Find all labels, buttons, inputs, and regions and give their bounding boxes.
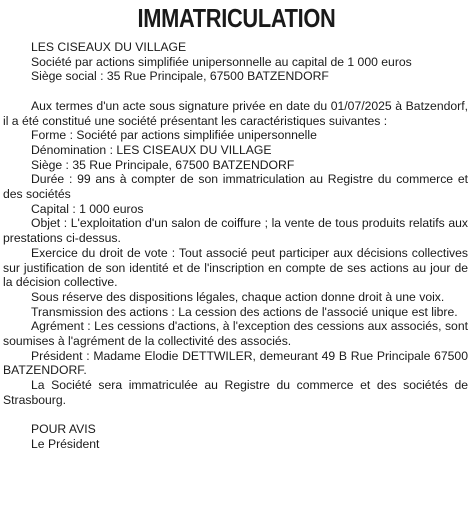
- transmission-line: Transmission des actions : La cession des actions de l'associé unique est libre.: [31, 304, 458, 319]
- president-paragraph: Président : Madame Elodie DETTWILER, demeurant 49 B Rue Principale 67500 BATZENDORF.: [3, 348, 468, 378]
- objet-paragraph: Objet : L'exploitation d'un salon de coiffure ; la vente de tous produits relatifs aux prestations ci-dessus.: [3, 216, 468, 246]
- forme-line: Forme : Société par actions simplifiée unipersonnelle: [31, 128, 317, 143]
- signature-pour-avis: POUR AVIS: [31, 422, 96, 437]
- vote-paragraph: Exercice du droit de vote : Tout associé peut participer aux décisions collectives sur justification de son identité et de l'inscription en compte de ses actions au jour de la décision collective.: [3, 245, 468, 290]
- agrement-paragraph: Agrément : Les cessions d'actions, à l'exception des cessions aux associés, sont soumises à l'agrément de la collectivité des associés.: [3, 319, 468, 349]
- capital-line: Capital : 1 000 euros: [31, 201, 144, 216]
- denomination-line: Dénomination : LES CISEAUX DU VILLAGE: [31, 142, 272, 157]
- company-address: Siège social : 35 Rue Principale, 67500 BATZENDORF: [31, 69, 329, 84]
- spacer: [3, 408, 468, 423]
- signature-role: Le Président: [31, 436, 100, 451]
- company-name: LES CISEAUX DU VILLAGE: [31, 40, 187, 54]
- siege-line: Siège : 35 Rue Principale, 67500 BATZENDORF: [31, 157, 295, 172]
- reserve-line: Sous réserve des dispositions légales, chaque action donne droit à une voix.: [31, 289, 445, 304]
- spacer: [3, 84, 468, 99]
- company-form: Société par actions simplifiée unipersonnelle au capital de 1 000 euros: [31, 54, 412, 69]
- notice-body: [3, 40, 468, 452]
- notice-title: IMMATRICULATION: [137, 3, 336, 33]
- immatriculation-paragraph: La Société sera immatriculée au Registre du commerce et des sociétés de Strasbourg.: [3, 378, 468, 407]
- duree-paragraph: Durée : 99 ans à compter de son immatriculation au Registre du commerce et des sociétés: [3, 172, 468, 202]
- intro-paragraph: Aux termes d'un acte sous signature privée en date du 01/07/2025 à Batzendorf, il a été constitué une société présentant les caractéristiques suivantes :: [3, 98, 468, 128]
